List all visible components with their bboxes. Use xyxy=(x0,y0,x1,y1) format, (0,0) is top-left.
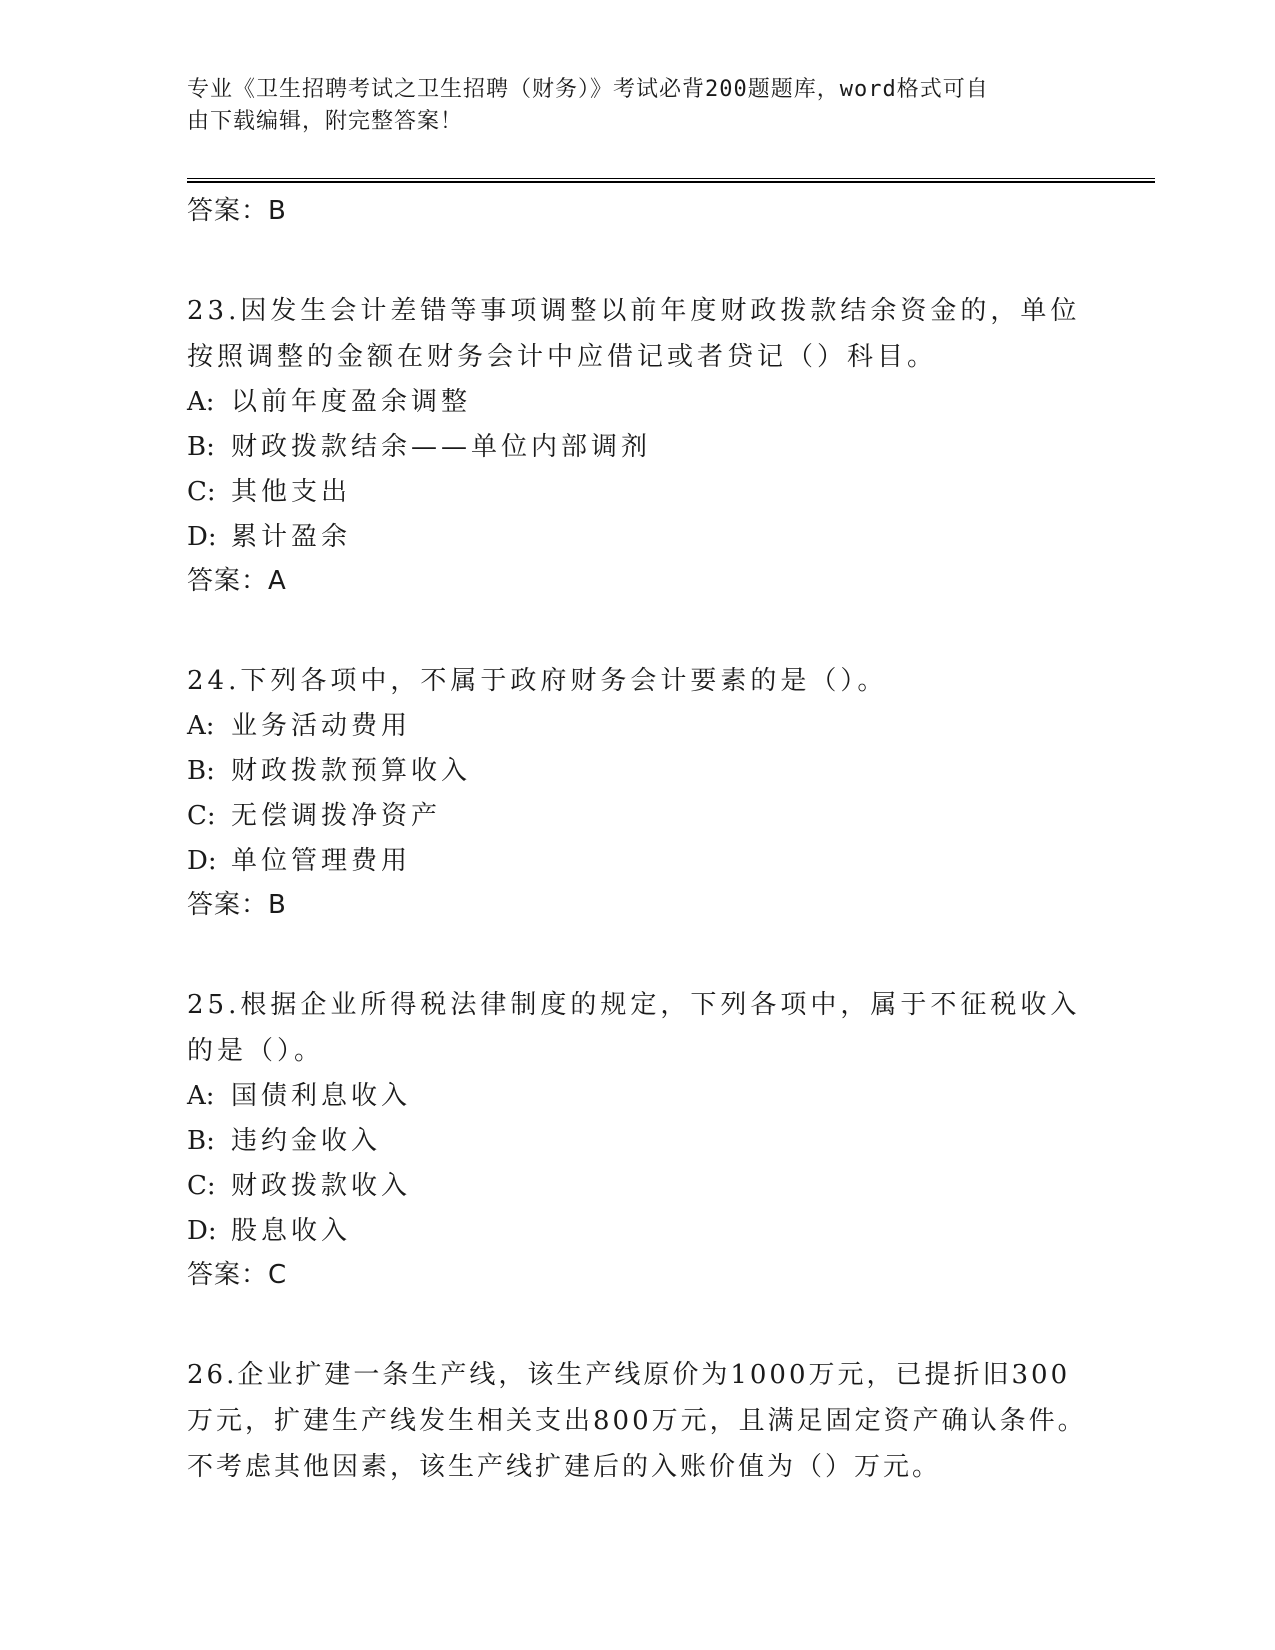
answer-value: A xyxy=(268,566,287,596)
answer-label: 答案： xyxy=(187,1260,269,1290)
answer-value: C xyxy=(268,1260,288,1290)
answer-label: 答案： xyxy=(187,890,269,920)
option-text: 违约金收入 xyxy=(231,1126,382,1156)
option-text: 财政拨款收入 xyxy=(231,1171,412,1201)
option-b xyxy=(187,1119,1087,1164)
option-a xyxy=(187,1074,1087,1119)
question-stem: 25.根据企业所得税法律制度的规定，下列各项中，属于不征税收入的是（）。 xyxy=(187,990,1081,1066)
option-text: 业务活动费用 xyxy=(231,711,412,741)
option-b xyxy=(187,425,1087,470)
option-b xyxy=(187,749,1087,794)
option-text: 其他支出 xyxy=(231,477,352,507)
header-rule xyxy=(187,178,1155,183)
option-key: B: xyxy=(187,432,215,462)
option-a xyxy=(187,380,1087,425)
question-25 xyxy=(187,982,1087,1296)
question-26 xyxy=(187,1352,1087,1490)
answer-line xyxy=(187,1254,1087,1296)
header-line-1: 专业《卫生招聘考试之卫生招聘（财务）》考试必背200题题库，word格式可自 xyxy=(187,77,989,102)
option-text: 以前年度盈余调整 xyxy=(231,387,472,417)
option-c xyxy=(187,794,1087,839)
option-key: D: xyxy=(187,1216,217,1246)
answer-line xyxy=(187,560,1087,602)
question-23 xyxy=(187,288,1087,602)
answer-value: B xyxy=(268,196,287,226)
question-stem: 24.下列各项中，不属于政府财务会计要素的是（）。 xyxy=(187,666,888,696)
option-key: A: xyxy=(187,387,215,417)
answer-line xyxy=(187,190,1087,232)
option-key: C: xyxy=(187,1171,216,1201)
option-key: B: xyxy=(187,1126,215,1156)
option-key: D: xyxy=(187,846,217,876)
option-d xyxy=(187,1209,1087,1254)
option-text: 单位管理费用 xyxy=(231,846,412,876)
option-d xyxy=(187,839,1087,884)
option-text: 股息收入 xyxy=(231,1216,352,1246)
question-stem: 23.因发生会计差错等事项调整以前年度财政拨款结余资金的，单位按照调整的金额在财务会计中应借记或者贷记（）科目。 xyxy=(187,296,1081,372)
answer-value: B xyxy=(268,890,287,920)
option-key: A: xyxy=(187,711,215,741)
question-24 xyxy=(187,658,1087,926)
option-key: B: xyxy=(187,756,215,786)
option-text: 无偿调拨净资产 xyxy=(231,801,442,831)
document-header xyxy=(187,74,1067,138)
option-key: C: xyxy=(187,477,216,507)
option-d xyxy=(187,515,1087,560)
option-key: C: xyxy=(187,801,216,831)
option-c xyxy=(187,1164,1087,1209)
document-body xyxy=(187,190,1087,1490)
option-c xyxy=(187,470,1087,515)
option-key: D: xyxy=(187,522,217,552)
question-stem: 26.企业扩建一条生产线，该生产线原价为1000万元，已提折旧300万元，扩建生产线发生相关支出800万元，且满足固定资产确认条件。不考虑其他因素，该生产线扩建后的入账价值为（）万元。 xyxy=(187,1360,1087,1482)
option-text: 财政拨款结余——单位内部调剂 xyxy=(231,432,652,462)
option-text: 国债利息收入 xyxy=(231,1081,412,1111)
answer-label: 答案： xyxy=(187,196,269,226)
option-text: 财政拨款预算收入 xyxy=(231,756,472,786)
answer-line xyxy=(187,884,1087,926)
option-a xyxy=(187,704,1087,749)
option-text: 累计盈余 xyxy=(231,522,352,552)
answer-label: 答案： xyxy=(187,566,269,596)
option-key: A: xyxy=(187,1081,215,1111)
header-line-2: 由下载编辑，附完整答案！ xyxy=(187,109,464,134)
